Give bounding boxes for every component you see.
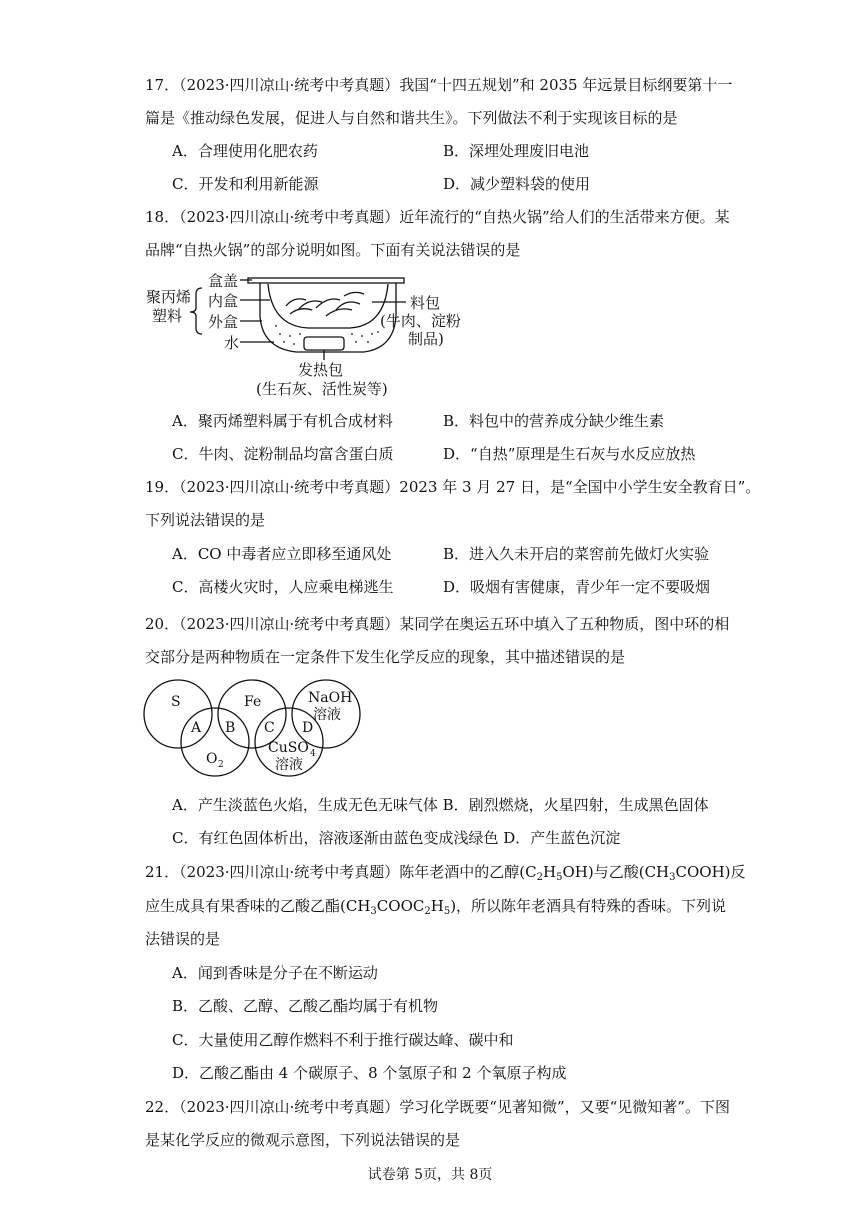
- q22-stem-line2: 是某化学反应的微观示意图，下列说法错误的是: [145, 1131, 461, 1149]
- q19-stem-line2: 下列说法错误的是: [145, 511, 266, 529]
- ring-label-o: O: [206, 751, 218, 767]
- ring-fe: [218, 680, 286, 748]
- q21-option-d: D．乙酸乙酯由 4 个碳原子、8 个氢原子和 2 个氧原子构成: [172, 1064, 567, 1082]
- label-polypropylene: 聚丙烯: [146, 288, 192, 306]
- ring-label-cuso4-solution: 溶液: [275, 757, 303, 773]
- q21-option-c: C．大量使用乙醇作燃料不利于推行碳达峰、碳中和: [172, 1031, 514, 1049]
- q18-option-d: D．“自热”原理是生石灰与水反应放热: [443, 445, 696, 463]
- ring-label-cuso-subscript: 4: [310, 749, 316, 759]
- ring-label-fe: Fe: [244, 694, 262, 710]
- label-water: 水: [224, 334, 240, 352]
- ring-label-naoh: NaOH: [308, 690, 353, 706]
- q20-options-cd: C．有红色固体析出，溶液逐渐由蓝色变成浅绿色 D．产生蓝色沉淀: [172, 829, 621, 847]
- hotpot-diagram: [140, 266, 480, 402]
- q17-option-a: A．合理使用化肥农药: [172, 142, 318, 160]
- label-lid: 盒盖: [208, 272, 239, 290]
- label-food-pack-contents1: (牛肉、淀粉: [380, 312, 461, 330]
- q18-stem-line1: 18．（2023·四川凉山·统考中考真题）近年流行的“自热火锅”给人们的生活带来方便。某: [145, 208, 730, 226]
- lid-shape: [248, 278, 404, 283]
- q21-option-b: B．乙酸、乙醇、乙酸乙酯均属于有机物: [172, 997, 439, 1015]
- q18-option-a: A．聚丙烯塑料属于有机合成材料: [172, 412, 393, 430]
- q17-stem-line2: 篇是《推动绿色发展，促进人与自然和谐共生》。下列做法不利于实现该目标的是: [145, 109, 678, 127]
- olympic-rings-diagram: [140, 676, 380, 780]
- q21-stem-line3: 法错误的是: [145, 930, 221, 948]
- ring-label-cuso: CuSO: [268, 740, 309, 756]
- label-heat-pack-contents: (生石灰、活性炭等): [256, 380, 388, 398]
- intersection-label-c: C: [264, 720, 275, 736]
- q21-stem-line2: 应生成具有果香味的乙酸乙酯$(CH_3COOC_2H_5)$，所以陈年老酒具有特殊的香味。下列说: [145, 897, 727, 917]
- q18-option-b: B．料包中的营养成分缺少维生素: [443, 412, 665, 430]
- page-footer: 试卷第 5页，共 8页: [367, 1167, 493, 1183]
- q19-option-b: B．进入久未开启的菜窖前先做灯火实验: [443, 545, 710, 563]
- label-heat-pack: 发热包: [298, 361, 344, 379]
- label-plastic: 塑料: [152, 307, 183, 325]
- q18-stem-line2: 品牌“自热火锅”的部分说明如图。下面有关说法错误的是: [145, 241, 521, 259]
- q17-option-b: B．深埋处理废旧电池: [443, 142, 590, 160]
- q19-option-a: A．CO 中毒者应立即移至通风处: [172, 545, 392, 563]
- label-inner-box: 内盒: [208, 292, 239, 310]
- ring-s: [144, 680, 212, 748]
- q17-stem-line1: 17．（2023·四川凉山·统考中考真题）我国“十四五规划”和 2035 年远景目标纲要第十一: [145, 76, 733, 94]
- q21-stem-line1: 21．（2023·四川凉山·统考中考真题）陈年老酒中的乙醇$(C_2H_5OH)$与乙酸$(CH_3COOH)$反: [145, 863, 746, 883]
- q19-option-d: D．吸烟有害健康，青少年一定不要吸烟: [443, 578, 711, 596]
- ring-label-s: S: [171, 694, 181, 710]
- heat-pack-shape: [304, 337, 344, 350]
- label-outer-box: 外盒: [208, 313, 239, 331]
- q20-stem-line1: 20．（2023·四川凉山·统考中考真题）某同学在奥运五环中填入了五种物质，图中环的相: [145, 615, 730, 633]
- q20-options-ab: A．产生淡蓝色火焰，生成无色无味气体 B．剧烈燃烧，火星四射，生成黑色固体: [172, 796, 709, 814]
- ring-label-naoh-solution: 溶液: [313, 707, 341, 723]
- q21-option-a: A．闻到香味是分子在不断运动: [172, 964, 378, 982]
- q19-option-c: C．高楼火灾时，人应乘电梯逃生: [172, 578, 394, 596]
- q17-option-c: C．开发和利用新能源: [172, 175, 319, 193]
- q18-option-c: C．牛肉、淀粉制品均富含蛋白质: [172, 445, 394, 463]
- q22-stem-line1: 22．（2023·四川凉山·统考中考真题）学习化学既要“见著知微”，又要“见微知著”。下图: [145, 1098, 730, 1116]
- intersection-label-d: D: [302, 720, 314, 736]
- intersection-label-b: B: [225, 720, 236, 736]
- q17-option-d: D．减少塑料袋的使用: [443, 175, 591, 193]
- q20-stem-line2: 交部分是两种物质在一定条件下发生化学反应的现象，其中描述错误的是: [145, 648, 626, 666]
- ring-label-o-subscript: 2: [218, 760, 224, 770]
- intersection-label-a: A: [191, 720, 202, 736]
- label-food-pack: 料包: [410, 294, 441, 312]
- q19-stem-line1: 19．（2023·四川凉山·统考中考真题）2023 年 3 月 27 日，是“全国中小学生安全教育日”。: [145, 478, 761, 496]
- label-food-pack-contents2: 制品): [408, 330, 444, 348]
